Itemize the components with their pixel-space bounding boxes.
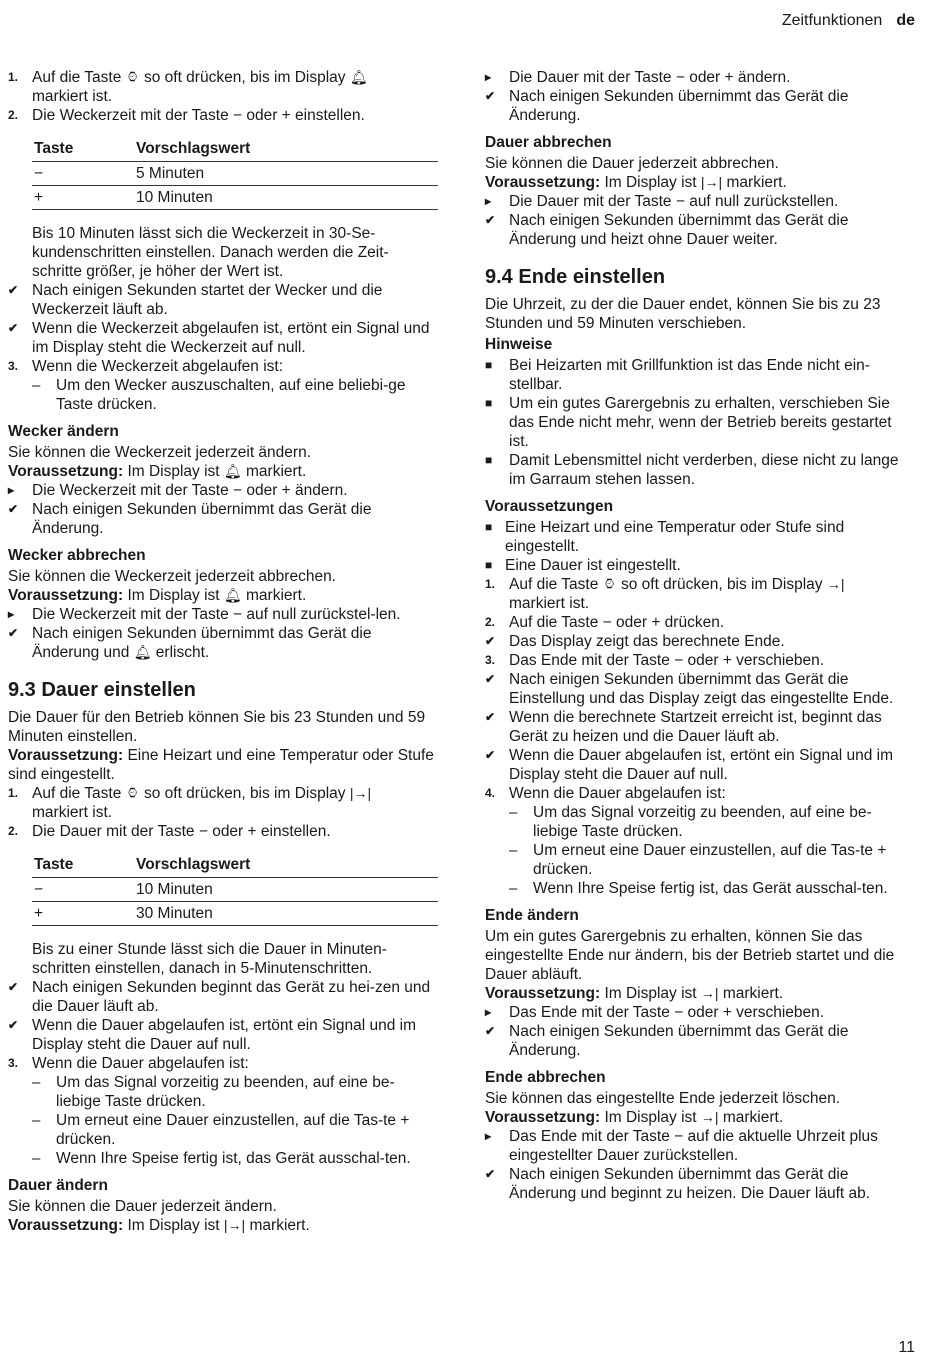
check-item: ✔ Wenn die Dauer abgelaufen ist, ertönt ein Signal und im Display steht die Dauer auf null. bbox=[485, 747, 894, 783]
bell-icon: 🔔︎ bbox=[133, 644, 152, 660]
bell-icon: 🔔︎ bbox=[349, 69, 368, 85]
heading-dauer-aendern: Dauer ändern bbox=[8, 1177, 108, 1194]
bell-icon: 🔔︎ bbox=[223, 587, 242, 603]
action-item: ▸ Die Dauer mit der Taste − oder + ändern. bbox=[485, 69, 791, 86]
heading-wecker-aendern: Wecker ändern bbox=[8, 423, 119, 440]
plus-key: + bbox=[32, 902, 134, 926]
square-bullet: ■ bbox=[485, 558, 493, 572]
check-item: ✔ Wenn die Weckerzeit abgelaufen ist, ertönt ein Signal und im Display steht die Weckerzeit auf null. bbox=[8, 320, 430, 356]
minus-key: − bbox=[32, 162, 134, 186]
note: Bis 10 Minuten lässt sich die Weckerzeit in 30-Se-kundenschritten einstellen. Danach werden die Zeit-schritte größer, je höher der Wert ist. bbox=[32, 225, 389, 280]
heading-voraussetzungen: Voraussetzungen bbox=[485, 498, 614, 515]
bullet-item: ■ Damit Lebensmittel nicht verderben, diese nicht zu lange im Garraum stehen lassen. bbox=[485, 452, 899, 488]
end-icon: →| bbox=[700, 985, 719, 1001]
bullet-item: ■ Bei Heizarten mit Grillfunktion ist das Ende nicht ein-stellbar. bbox=[485, 357, 870, 393]
check-item: ✔ Wenn die berechnete Startzeit erreicht ist, beginnt das Gerät zu heizen und die Dauer läuft ab. bbox=[485, 709, 882, 745]
check-item: ✔ Wenn die Dauer abgelaufen ist, ertönt ein Signal und im Display steht die Dauer auf null. bbox=[8, 1017, 417, 1053]
action-item: ▸ Das Ende mit der Taste − auf die aktuelle Uhrzeit plus eingestellter Dauer zurückstellen. bbox=[485, 1128, 878, 1164]
dash-item: – Um erneut eine Dauer einzustellen, auf die Tas-te + drücken. bbox=[32, 1112, 410, 1148]
dash-item: – Wenn Ihre Speise fertig ist, das Gerät ausschal-ten. bbox=[509, 880, 888, 897]
heading-wecker-abbrechen: Wecker abbrechen bbox=[8, 547, 146, 564]
step-2: 2. Die Weckerzeit mit der Taste − oder + einstellen. bbox=[8, 107, 365, 124]
arrow-icon: ▸ bbox=[8, 607, 15, 621]
step-1: 1. Auf die Taste ⌚︎ so oft drücken, bis im Display |→| markiert ist. bbox=[8, 785, 372, 821]
end-icon: →| bbox=[700, 1109, 719, 1125]
page-header bbox=[782, 12, 915, 30]
preset-table-duration: Taste Vorschlagswert − 10 Minuten + 30 Minuten bbox=[32, 853, 438, 926]
clock-icon: ⌚︎ bbox=[125, 785, 140, 801]
duration-icon: |→| bbox=[349, 785, 372, 801]
check-icon: ✔ bbox=[8, 626, 19, 640]
arrow-icon: ▸ bbox=[8, 483, 15, 497]
language-tag: de bbox=[896, 12, 915, 29]
step-2: 2. Auf die Taste − oder + drücken. bbox=[485, 614, 725, 631]
dash-item: – Um erneut eine Dauer einzustellen, auf die Tas-te + drücken. bbox=[509, 842, 887, 878]
check-item: ✔ Nach einigen Sekunden beginnt das Gerät zu hei-zen und die Dauer läuft ab. bbox=[8, 979, 431, 1015]
check-icon: ✔ bbox=[485, 1167, 496, 1181]
check-icon: ✔ bbox=[485, 748, 496, 762]
arrow-icon: ▸ bbox=[485, 194, 492, 208]
check-item: ✔ Das Display zeigt das berechnete Ende. bbox=[485, 633, 785, 650]
square-bullet: ■ bbox=[485, 520, 493, 534]
arrow-icon: ▸ bbox=[485, 70, 492, 84]
end-icon: →| bbox=[826, 576, 845, 592]
check-item: ✔ Nach einigen Sekunden übernimmt das Gerät die Änderung und 🔔︎ erlischt. bbox=[8, 625, 372, 661]
note: Bis zu einer Stunde lässt sich die Dauer in Minuten-schritten einstellen, danach in 5-Minutenschritten. bbox=[32, 941, 387, 977]
left-column: 1. Auf die Taste ⌚︎ so oft drücken, bis im Display 🔔︎ markiert ist. 2. Die Weckerzeit mit der Taste − oder + einstellen. Taste Vorschlagswert − 5 Minuten + 10 Minuten Bis 10 Minuten lässt sich die Weckerzeit in 30-Se-kundenschritten einstellen. Danach werden die Zeit-schritte größer, je höher der Wert ist. ✔ Nach einigen Sekunden startet der Wecker und die Weckerzeit läuft ab. ✔ Wenn die Weckerzeit abgelaufen ist, ertönt ein Signal und im Display steht die Weckerzeit auf null. 3. Wenn die Weckerzeit abgelaufen ist: – Um den Wecker auszuschalten, auf eine beliebi-ge Taste drücken. Wecker ändern Sie können die Weckerzeit jederzeit ändern. Voraussetzung: Im Display ist 🔔︎ markiert. ▸ Die Weckerzeit mit der Taste − oder + ändern. ✔ Nach einigen Sekunden übernimmt das Gerät die Änderung. Wecker abbrechen Sie können die Weckerzeit jederzeit abbrechen. Voraussetzung: Im Display ist 🔔︎ markiert. ▸ Die Weckerzeit mit der Taste − auf null zurückstel-len. ✔ Nach einigen Sekunden übernimmt das Gerät die Änderung und 🔔︎ erlischt. 9.3 Dauer einstellen Die Dauer für den Betrieb können Sie bis 23 Stunden und 59 Minuten einstellen. Voraussetzung: Eine Heizart und eine Temperatur oder Stufe sind eingestellt. 1. Auf die Taste ⌚︎ so oft drücken, bis im Display |→| markiert ist. 2. Die Dauer mit der Taste − oder + einstellen. Taste Vorschlagswert − 10 Minuten + 30 Minuten Bis zu einer Stunde lässt sich die Dauer in Minuten-schritten einstellen, danach in 5-Minutenschritten. ✔ Nach einigen Sekunden beginnt das Gerät zu hei-zen und die Dauer läuft ab. ✔ Wenn die Dauer abgelaufen ist, ertönt ein Signal und im Display steht die Dauer auf null. 3. Wenn die Dauer abgelaufen ist: – Um das Signal vorzeitig zu beenden, auf eine be-liebige Taste drücken. – Um erneut eine Dauer einzustellen, auf die Tas-te + drücken. – Wenn Ihre Speise fertig ist, das Gerät ausschal-ten. Dauer ändern Sie können die Dauer jederzeit ändern. Voraussetzung: Im Display ist |→| markiert. bbox=[8, 68, 438, 1235]
action-item: ▸ Die Dauer mit der Taste − auf null zurückstellen. bbox=[485, 193, 839, 210]
square-bullet: ■ bbox=[485, 396, 493, 410]
duration-icon: |→| bbox=[223, 1217, 246, 1233]
clock-icon: ⌚︎ bbox=[602, 576, 617, 592]
action-item: ▸ Die Weckerzeit mit der Taste − oder + ändern. bbox=[8, 482, 348, 499]
check-item: ✔ Nach einigen Sekunden startet der Wecker und die Weckerzeit läuft ab. bbox=[8, 282, 383, 318]
dash-item: – Wenn Ihre Speise fertig ist, das Gerät ausschal-ten. bbox=[32, 1150, 411, 1167]
step-4: 4. Wenn die Dauer abgelaufen ist: bbox=[485, 785, 726, 802]
step-3: 3. Wenn die Dauer abgelaufen ist: bbox=[8, 1055, 249, 1072]
check-icon: ✔ bbox=[8, 502, 19, 516]
check-icon: ✔ bbox=[8, 1018, 19, 1032]
check-item: ✔ Nach einigen Sekunden übernimmt das Gerät die Einstellung und das Display zeigt das eingestellte Ende. bbox=[485, 671, 894, 707]
step-3: 3. Wenn die Weckerzeit abgelaufen ist: bbox=[8, 358, 284, 375]
square-bullet: ■ bbox=[485, 453, 493, 467]
arrow-icon: ▸ bbox=[485, 1005, 492, 1019]
section-title: Zeitfunktionen bbox=[781, 12, 883, 29]
action-item: ▸ Das Ende mit der Taste − oder + verschieben. bbox=[485, 1004, 825, 1021]
duration-icon: |→| bbox=[700, 174, 723, 190]
heading-9-4: 9.4 Ende einstellen bbox=[485, 266, 666, 288]
step-2: 2. Die Dauer mit der Taste − oder + einstellen. bbox=[8, 823, 331, 840]
check-icon: ✔ bbox=[485, 672, 496, 686]
heading-ende-abbrechen: Ende abbrechen bbox=[485, 1069, 606, 1086]
bullet-item: ■ Eine Heizart und eine Temperatur oder Stufe sind eingestellt. bbox=[485, 519, 845, 555]
check-item: ✔ Nach einigen Sekunden übernimmt das Gerät die Änderung und heizt ohne Dauer weiter. bbox=[485, 212, 849, 248]
check-icon: ✔ bbox=[8, 283, 19, 297]
heading-ende-aendern: Ende ändern bbox=[485, 907, 579, 924]
minus-key: − bbox=[32, 878, 134, 902]
dash-item: – Um das Signal vorzeitig zu beenden, auf eine be-liebige Taste drücken. bbox=[32, 1074, 395, 1110]
plus-key: + bbox=[32, 186, 134, 210]
preset-table-alarm: Taste Vorschlagswert − 5 Minuten + 10 Minuten bbox=[32, 137, 438, 210]
check-icon: ✔ bbox=[485, 710, 496, 724]
heading-dauer-abbrechen: Dauer abbrechen bbox=[485, 134, 612, 151]
check-icon: ✔ bbox=[8, 980, 19, 994]
check-item: ✔ Nach einigen Sekunden übernimmt das Gerät die Änderung. bbox=[8, 501, 372, 537]
arrow-icon: ▸ bbox=[485, 1129, 492, 1143]
square-bullet: ■ bbox=[485, 358, 493, 372]
check-item: ✔ Nach einigen Sekunden übernimmt das Gerät die Änderung. bbox=[485, 1023, 849, 1059]
right-column: ▸ Die Dauer mit der Taste − oder + ändern. ✔ Nach einigen Sekunden übernimmt das Gerät die Änderung. Dauer abbrechen Sie können die Dauer jederzeit abbrechen. Voraussetzung: Im Display ist |→| markiert. ▸ Die Dauer mit der Taste − auf null zurückstellen. ✔ Nach einigen Sekunden übernimmt das Gerät die Änderung und heizt ohne Dauer weiter. 9.4 Ende einstellen Die Uhrzeit, zu der die Dauer endet, können Sie bis zu 23 Stunden und 59 Minuten verschieben. Hinweise ■ Bei Heizarten mit Grillfunktion ist das Ende nicht ein-stellbar. ■ Um ein gutes Garergebnis zu erhalten, verschieben Sie das Ende nicht mehr, wenn der Betrieb bereits gestartet ist. ■ Damit Lebensmittel nicht verderben, diese nicht zu lange im Garraum stehen lassen. Voraussetzungen ■ Eine Heizart und eine Temperatur oder Stufe sind eingestellt. ■ Eine Dauer ist eingestellt. 1. Auf die Taste ⌚︎ so oft drücken, bis im Display →| markiert ist. 2. Auf die Taste − oder + drücken. ✔ Das Display zeigt das berechnete Ende. 3. Das Ende mit der Taste − oder + verschieben. ✔ Nach einigen Sekunden übernimmt das Gerät die Einstellung und das Display zeigt das eingestellte Ende. ✔ Wenn die berechnete Startzeit erreicht ist, beginnt das Gerät zu heizen und die Dauer läuft ab. ✔ Wenn die Dauer abgelaufen ist, ertönt ein Signal und im Display steht die Dauer auf null. 4. Wenn die Dauer abgelaufen ist: – Um das Signal vorzeitig zu beenden, auf eine be-liebige Taste drücken. – Um erneut eine Dauer einzustellen, auf die Tas-te + drücken. – Wenn Ihre Speise fertig ist, das Gerät ausschal-ten. Ende ändern Um ein gutes Garergebnis zu erhalten, können Sie das eingestellte Ende nur ändern, bis der Betrieb startet und die Dauer abläuft. Voraussetzung: Im Display ist →| markiert. ▸ Das Ende mit der Taste − oder + verschieben. ✔ Nach einigen Sekunden übernimmt das Gerät die Änderung. Ende abbrechen Sie können das eingestellte Ende jederzeit löschen. Voraussetzung: Im Display ist →| markiert. ▸ Das Ende mit der Taste − auf die aktuelle Uhrzeit plus eingestellter Dauer zurückstellen. ✔ Nach einigen Sekunden übernimmt das Gerät die Änderung und beginnt zu heizen. Die Dauer läuft ab. bbox=[485, 68, 915, 1203]
dash-item: – Um den Wecker auszuschalten, auf eine beliebi-ge Taste drücken. bbox=[32, 377, 406, 413]
page-number: 11 bbox=[898, 1339, 915, 1356]
check-icon: ✔ bbox=[8, 321, 19, 335]
bullet-item: ■ Um ein gutes Garergebnis zu erhalten, verschieben Sie das Ende nicht mehr, wenn der Betrieb bereits gestartet ist. bbox=[485, 395, 892, 450]
step-1: 1. Auf die Taste ⌚︎ so oft drücken, bis im Display →| markiert ist. bbox=[485, 576, 845, 612]
step-1: 1. Auf die Taste ⌚︎ so oft drücken, bis im Display 🔔︎ markiert ist. bbox=[8, 69, 368, 105]
check-item: ✔ Nach einigen Sekunden übernimmt das Gerät die Änderung und beginnt zu heizen. Die Dauer läuft ab. bbox=[485, 1166, 871, 1202]
heading-hinweise: Hinweise bbox=[485, 336, 553, 353]
clock-icon: ⌚︎ bbox=[125, 69, 140, 85]
bullet-item: ■ Eine Dauer ist eingestellt. bbox=[485, 557, 681, 574]
action-item: ▸ Die Weckerzeit mit der Taste − auf null zurückstel-len. bbox=[8, 606, 401, 623]
check-icon: ✔ bbox=[485, 1024, 496, 1038]
heading-9-3: 9.3 Dauer einstellen bbox=[8, 679, 196, 701]
dash-item: – Um das Signal vorzeitig zu beenden, auf eine be-liebige Taste drücken. bbox=[509, 804, 872, 840]
check-icon: ✔ bbox=[485, 634, 496, 648]
check-icon: ✔ bbox=[485, 213, 496, 227]
step-3: 3. Das Ende mit der Taste − oder + verschieben. bbox=[485, 652, 825, 669]
check-item: ✔ Nach einigen Sekunden übernimmt das Gerät die Änderung. bbox=[485, 88, 849, 124]
check-icon: ✔ bbox=[485, 89, 496, 103]
bell-icon: 🔔︎ bbox=[223, 463, 242, 479]
